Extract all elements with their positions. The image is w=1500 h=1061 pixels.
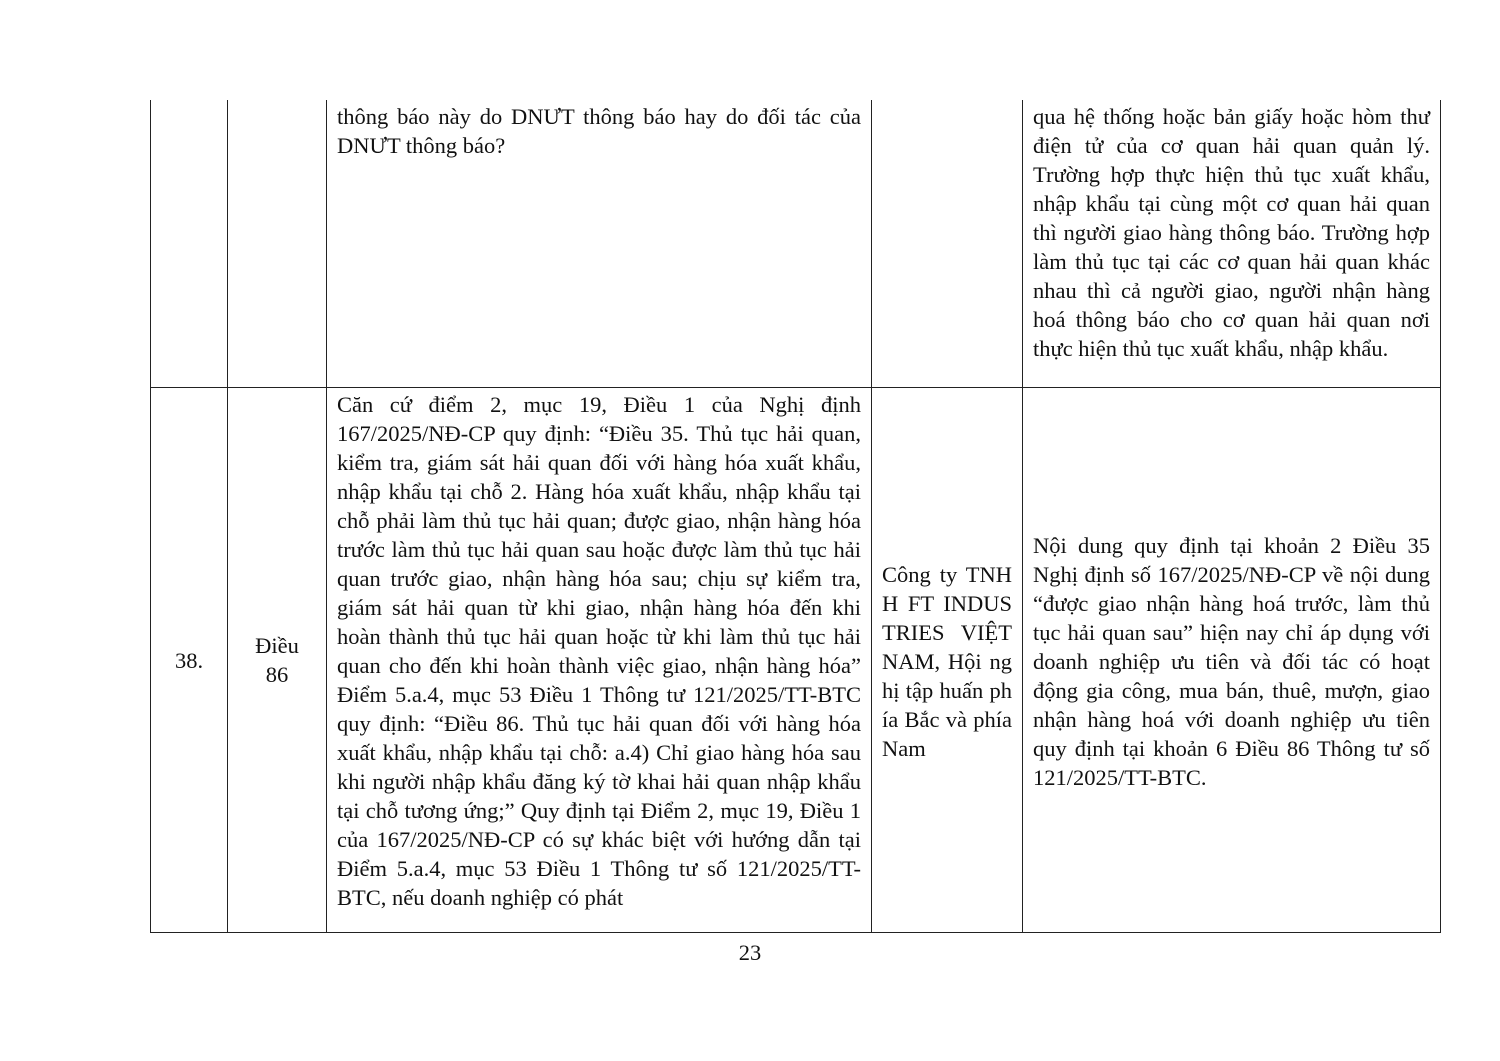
source-cell [872, 388, 1023, 933]
page-number: 23 [738, 940, 762, 965]
source-cell [872, 100, 1023, 388]
question-text: Căn cứ điểm 2, mục 19, Điều 1 của Nghị định 167/2025/NĐ-CP quy định: “Điều 35. Thủ tục hải quan, kiểm tra, giám sát hải quan đối với hàng hóa xuất khẩu, nhập khẩu tại chỗ 2. Hàng hóa xuất khẩu, nhập khẩu tại chỗ phải làm thủ tục hải quan; được giao, nhận hàng hóa trước làm thủ tục hải quan sau hoặc được làm thủ tục hải quan trước giao, nhận hàng hóa sau; chịu sự kiểm tra, giám sát hải quan từ khi giao, nhận hàng hóa đến khi hoàn thành thủ tục hải quan hoặc từ khi làm thủ tục hải quan cho đến khi hoàn thành việc giao, nhận hàng hóa” Điểm 5.a.4, mục 53 Điều 1 Thông tư 121/2025/TT-BTC quy định: “Điều 86. Thủ tục hải quan đối với hàng hóa xuất khẩu, nhập khẩu tại chỗ: a.4) Chỉ giao hàng hóa sau khi người nhập khẩu đăng ký tờ khai hải quan nhập khẩu tại chỗ tương ứng;” Quy định tại Điểm 2, mục 19, Điều 1 của 167/2025/NĐ-CP có sự khác biệt với hướng dẫn tại Điểm 5.a.4, mục 53 Điều 1 Thông tư số 121/2025/TT-BTC, nếu doanh nghiệp có phát [337, 392, 861, 910]
table-row [151, 100, 1441, 388]
row-number-cell [151, 100, 228, 388]
article-cell [228, 100, 327, 388]
row-number: 38. [174, 647, 204, 673]
article-cell [228, 388, 327, 933]
table-row [151, 388, 1441, 933]
article-label: Điều 86 [255, 633, 299, 687]
question-cell [327, 100, 872, 388]
answer-text: qua hệ thống hoặc bản giấy hoặc hòm thư điện tử của cơ quan hải quan quản lý. Trường hợp thực hiện thủ tục xuất khẩu, nhập khẩu tại cùng một cơ quan hải quan thì người giao hàng thông báo. Trường hợp làm thủ tục tại các cơ quan hải quan khác nhau thì cả người giao, người nhận hàng hoá thông báo cho cơ quan hải quan nơi thực hiện thủ tục xuất khẩu, nhập khẩu. [1033, 104, 1430, 361]
question-cell [327, 388, 872, 933]
answer-cell [1023, 388, 1441, 933]
question-text: thông báo này do DNƯT thông báo hay do đối tác của DNƯT thông báo? [337, 104, 861, 158]
qa-table [150, 100, 1441, 933]
row-number-cell [151, 388, 228, 933]
answer-cell [1023, 100, 1441, 388]
source-text: Công ty TNHH FT INDUSTRIES VIỆT NAM, Hội nghị tập huấn phía Bắc và phía Nam [882, 561, 1012, 761]
answer-text: Nội dung quy định tại khoản 2 Điều 35 Nghị định số 167/2025/NĐ-CP về nội dung “được giao nhận hàng hoá trước, làm thủ tục hải quan sau” hiện nay chỉ áp dụng với doanh nghiệp ưu tiên và đối tác có hoạt động gia công, mua bán, thuê, mượn, giao nhận hàng hoá với doanh nghiệp ưu tiên quy định tại khoản 6 Điều 86 Thông tư số 121/2025/TT-BTC. [1033, 532, 1430, 790]
